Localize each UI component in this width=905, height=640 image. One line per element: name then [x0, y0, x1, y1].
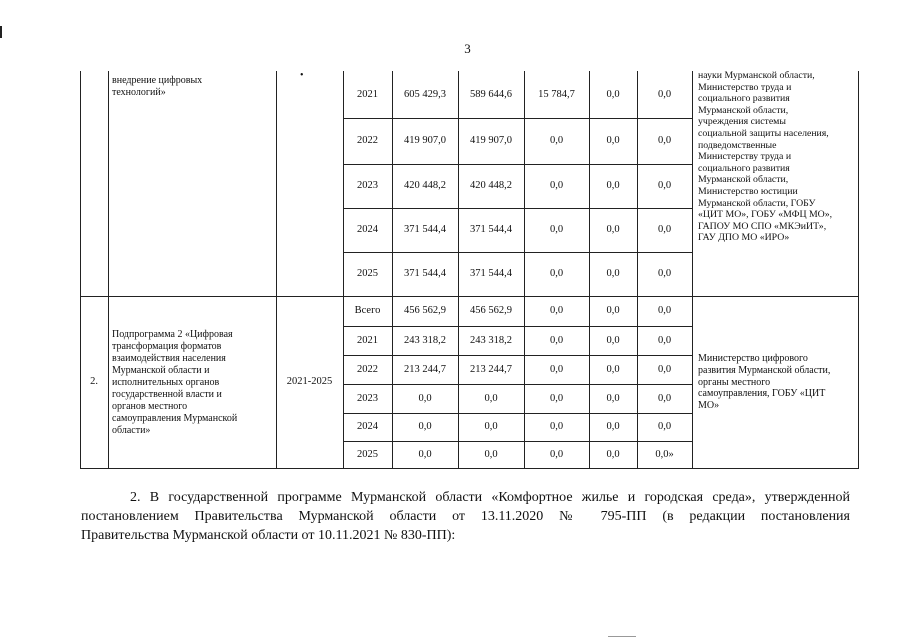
table-cell: 0,0	[418, 421, 432, 432]
subprogram-1-name: внедрение цифровых технологий»	[112, 75, 203, 98]
table-cell: 243 318,2	[470, 334, 512, 346]
table-cell: 0,0»	[655, 448, 674, 460]
table-cell: 0,0	[606, 448, 620, 460]
table-cell: 0,0	[549, 334, 564, 346]
table-cell: 0,0	[549, 268, 564, 279]
table-row-year: 2024	[357, 421, 378, 432]
table-cell: 0,0	[606, 180, 620, 191]
table-cell: 0,0	[549, 448, 564, 460]
page-number: 3	[464, 41, 471, 56]
subprogram-2-name: Подпрограмма 2 «Цифровая трансформация форматов взаимодействия населения Мурманской области и исполнительных органов государственной власти и органов местного самоуправления Мурманской области»	[112, 329, 238, 436]
table-cell: 0,0	[657, 305, 672, 316]
table-row-year: 2023	[357, 180, 378, 191]
table-cell: 371 544,4	[470, 268, 512, 279]
table-cell: 605 429,3	[404, 88, 446, 100]
table-cell: 419 907,0	[470, 135, 512, 146]
table-cell: 0,0	[657, 363, 672, 375]
table-cell: 0,0	[606, 268, 620, 279]
table-cell: 0,0	[606, 224, 620, 235]
table-row-year: 2021	[357, 334, 378, 346]
table-cell: 0,0	[549, 392, 564, 404]
table-row-year: Всего	[354, 305, 381, 316]
table-cell: 213 244,7	[404, 363, 446, 375]
table-cell: 0,0	[606, 334, 620, 346]
paragraph-line-3: Правительства Мурманской области от 10.11.2021 № 830-ПП):	[81, 528, 456, 543]
table-cell: 0,0	[549, 363, 564, 375]
table-cell: 0,0	[606, 88, 620, 100]
table-row-year: 2025	[357, 448, 378, 460]
table-cell: 0,0	[606, 392, 620, 404]
table-cell: 0,0	[657, 421, 672, 432]
executors-section-1: науки Мурманской области, Министерство труда и социального развития Мурманской области, учреждения системы социальной защиты населения, подведомственные Министерству труда и социального развития Мурманской области, Министерство юстиции Мурманской области, ГОБУ «ЦИТ МО», ГОБУ «МФЦ МО», ГАПОУ МО СПО «МКЭиИТ», ГАУ ДПО МО «ИРО»	[698, 70, 833, 244]
table-row-year: 2022	[357, 363, 378, 375]
paragraph-line-1: 2. В государственной программе Мурманской области «Комфортное жилье и городская среда», утвержденной	[130, 490, 850, 505]
scan-edge-mark	[0, 26, 2, 38]
table-cell: 0,0	[549, 224, 564, 235]
table-cell: 0,0	[549, 135, 564, 146]
table-cell: 0,0	[418, 448, 432, 460]
table-row-year: 2025	[357, 268, 378, 279]
table-cell: 0,0	[657, 88, 672, 100]
table-cell: 0,0	[484, 421, 498, 432]
table-cell: 0,0	[418, 392, 432, 404]
table-cell: 0,0	[657, 135, 672, 146]
table-cell: 0,0	[606, 421, 620, 432]
table-cell: 213 244,7	[470, 363, 512, 375]
executors-section-2: Министерство цифрового развития Мурманской области, органы местного самоуправления, ГОБУ «ЦИТ МО»	[698, 353, 831, 412]
table-row-year: 2023	[357, 392, 378, 404]
table-cell: 0,0	[606, 135, 620, 146]
table-cell: 456 562,9	[470, 305, 512, 316]
table-cell: 0,0	[657, 268, 672, 279]
amendment-paragraph	[81, 488, 850, 545]
implementation-period: 2021-2025	[286, 376, 333, 387]
table-cell: 0,0	[606, 363, 620, 375]
table-cell: 420 448,2	[470, 180, 512, 191]
table-cell: 371 544,4	[404, 224, 446, 235]
table-cell: 0,0	[657, 224, 672, 235]
table-cell: 0,0	[484, 448, 498, 460]
table-cell: 243 318,2	[404, 334, 446, 346]
table-cell: 0,0	[484, 392, 498, 404]
table-cell: 0,0	[657, 334, 672, 346]
table-cell: 0,0	[657, 392, 672, 404]
table-cell: 0,0	[606, 305, 620, 316]
table-cell: 420 448,2	[404, 180, 446, 191]
table-cell: 589 644,6	[470, 88, 512, 100]
table-cell: 0,0	[549, 180, 564, 191]
table-cell: 371 544,4	[404, 268, 446, 279]
scan-artifact	[608, 636, 636, 637]
row-number: 2.	[90, 376, 98, 387]
table-cell: 0,0	[657, 180, 672, 191]
table-cell: 0,0	[549, 421, 564, 432]
bullet-mark: •	[300, 70, 304, 81]
table-cell: 15 784,7	[538, 88, 575, 100]
table-cell: 0,0	[549, 305, 564, 316]
table-row-year: 2021	[357, 88, 378, 100]
table-row-year: 2024	[357, 224, 378, 235]
table-row-year: 2022	[357, 135, 378, 146]
table-cell: 419 907,0	[404, 135, 446, 146]
paragraph-line-2: постановлением Правительства Мурманской области от 13.11.2020 № 795-ПП (в редакции постановления	[81, 509, 850, 524]
table-cell: 456 562,9	[404, 305, 446, 316]
table-cell: 371 544,4	[470, 224, 512, 235]
